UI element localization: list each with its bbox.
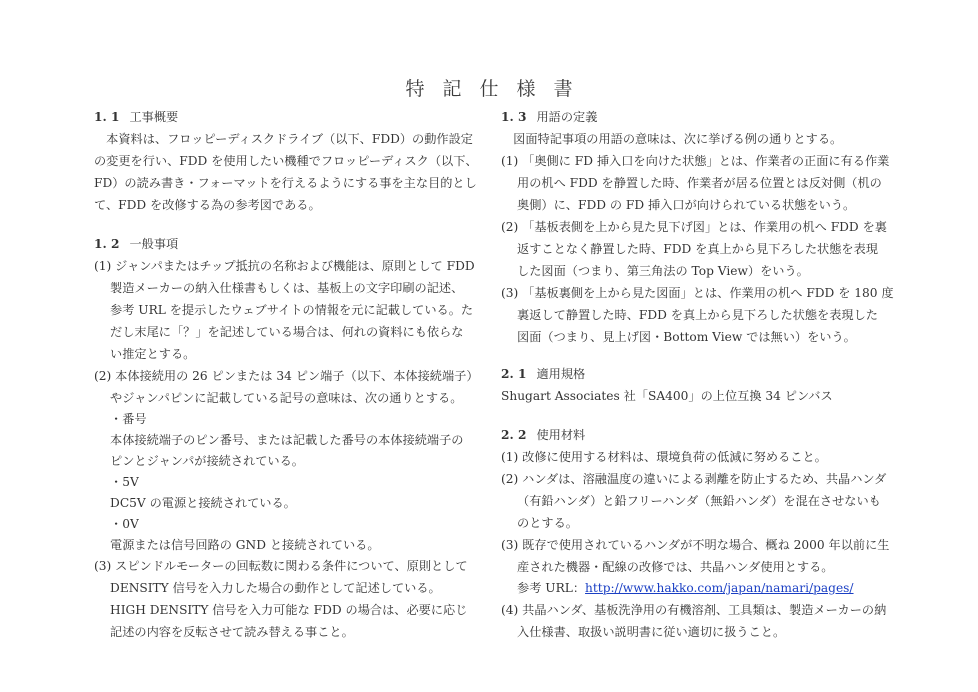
text-line: 図面（つまり、見上げ図・Bottom View では無い）をいう。 [501,330,856,344]
text-line: やジャンパピンに記載している記号の意味は、次の通りとする。 [94,391,463,405]
section-heading-1-3 [501,109,597,125]
text-line: DC5V の電源と接続されている。 [94,496,296,510]
text-line: 裏返して静置した時、FDD を真上から見下ろした状態を表現した [501,308,878,322]
section-title: 用語の定義 [536,110,598,124]
section-title: 一般事項 [129,237,179,251]
text-line: 産された機器・配線の改修では、共晶ハンダ使用とする。 [501,560,834,574]
text-line: 返すことなく静置した時、FDD を真上から見下ろした状態を表現 [501,242,878,256]
text-line: (4) 共晶ハンダ、基板洗浄用の有機溶剤、工具類は、製造メーカーの納 [501,603,887,617]
text-line: (3) スピンドルモーターの回転数に関わる条件について、原則として [94,559,468,573]
text-line: のとする。 [501,516,578,530]
text-line: (2) ハンダは、溶融温度の違いによる剥離を防止するため、共晶ハンダ [501,472,887,486]
text-line: Shugart Associates 社「SA400」の上位互換 34 ピンバス [501,389,833,403]
section-title: 適用規格 [536,367,586,381]
text-line: (3) 「基板裏側を上から見た図面」とは、作業用の机へ FDD を 180 度 [501,286,894,300]
text-line: （有鉛ハンダ）と鉛フリーハンダ（無鉛ハンダ）を混在させないも [501,494,881,508]
section-number: 2. 1 [501,367,527,381]
text-line: (1) 「奥側に FD 挿入口を向けた状態」とは、作業者の正面に有る作業 [501,154,890,168]
text-line: ・0V [94,517,139,531]
section-number: 2. 2 [501,428,527,442]
text-line: 本資料は、フロッピーディスクドライブ（以下、FDD）の動作設定 [94,132,473,146]
text-line: 電源または信号回路の GND と接続されている。 [94,538,380,552]
reference-link[interactable]: http://www.hakko.com/japan/namari/pages/ [585,581,854,595]
text-line: 記述の内容を反転させて読み替える事こと。 [94,625,354,639]
reference-url-line [501,580,854,596]
section-number: 1. 2 [94,237,120,251]
section-number: 1. 3 [501,110,527,124]
section-title: 使用材料 [536,428,586,442]
reference-label: 参考 URL： [501,581,586,595]
text-line: だし末尾に「？」を記述している場合は、何れの資料にも依らな [94,325,464,339]
text-line: 製造メーカーの納入仕様書もしくは、基板上の文字印刷の記述、 [94,281,464,295]
text-line: 入仕様書、取扱い説明書に従い適切に扱うこと。 [501,625,786,639]
text-line: ・番号 [94,412,147,426]
text-line: 奥側）に、FDD の FD 挿入口が向けられている状態をいう。 [501,198,856,212]
document-title: 特記仕様書 [405,78,591,100]
section-heading-2-2 [501,427,585,443]
text-line: の変更を行い、FDD を使用したい機種でフロッピーディスク（以下、 [94,154,478,168]
text-line: 用の机へ FDD を静置した時、作業者が居る位置とは反対側（机の [501,176,882,190]
text-line: ・5V [94,475,139,489]
text-line: ピンとジャンパが接続されている。 [94,454,304,468]
text-line: (2) 「基板表側を上から見た見下げ図」とは、作業用の机へ FDD を裏 [501,220,887,234]
text-line: 図面特記事項の用語の意味は、次に挙げる例の通りとする。 [501,132,843,146]
text-line: 参考 URL を提示したウェブサイトの情報を元に記載している。た [94,303,474,317]
text-line: て、FDD を改修する為の参考図である。 [94,198,321,212]
section-heading-1-1 [94,109,178,125]
text-line: い推定とする。 [94,347,196,361]
section-heading-1-2 [94,236,178,252]
text-line: DENSITY 信号を入力した場合の動作として記述している。 [94,581,441,595]
text-line: (2) 本体接続用の 26 ピンまたは 34 ピン端子（以下、本体接続端子） [94,369,479,383]
text-line: FD）の読み書き・フォーマットを行えるようにする事を主な目的とし [94,176,477,190]
section-title: 工事概要 [129,110,179,124]
section-heading-2-1 [501,366,585,382]
text-line: (1) ジャンパまたはチップ抵抗の名称および機能は、原則として FDD [94,259,475,273]
text-line: HIGH DENSITY 信号を入力可能な FDD の場合は、必要に応じ [94,603,468,617]
text-line: 本体接続端子のピン番号、または記載した番号の本体接続端子の [94,433,464,447]
text-line: した図面（つまり、第三角法の Top View）をいう。 [501,264,809,278]
section-number: 1. 1 [94,110,120,124]
text-line: (3) 既存で使用されているハンダが不明な場合、概ね 2000 年以前に生 [501,538,890,552]
text-line: (1) 改修に使用する材料は、環境負荷の低減に努めること。 [501,450,827,464]
